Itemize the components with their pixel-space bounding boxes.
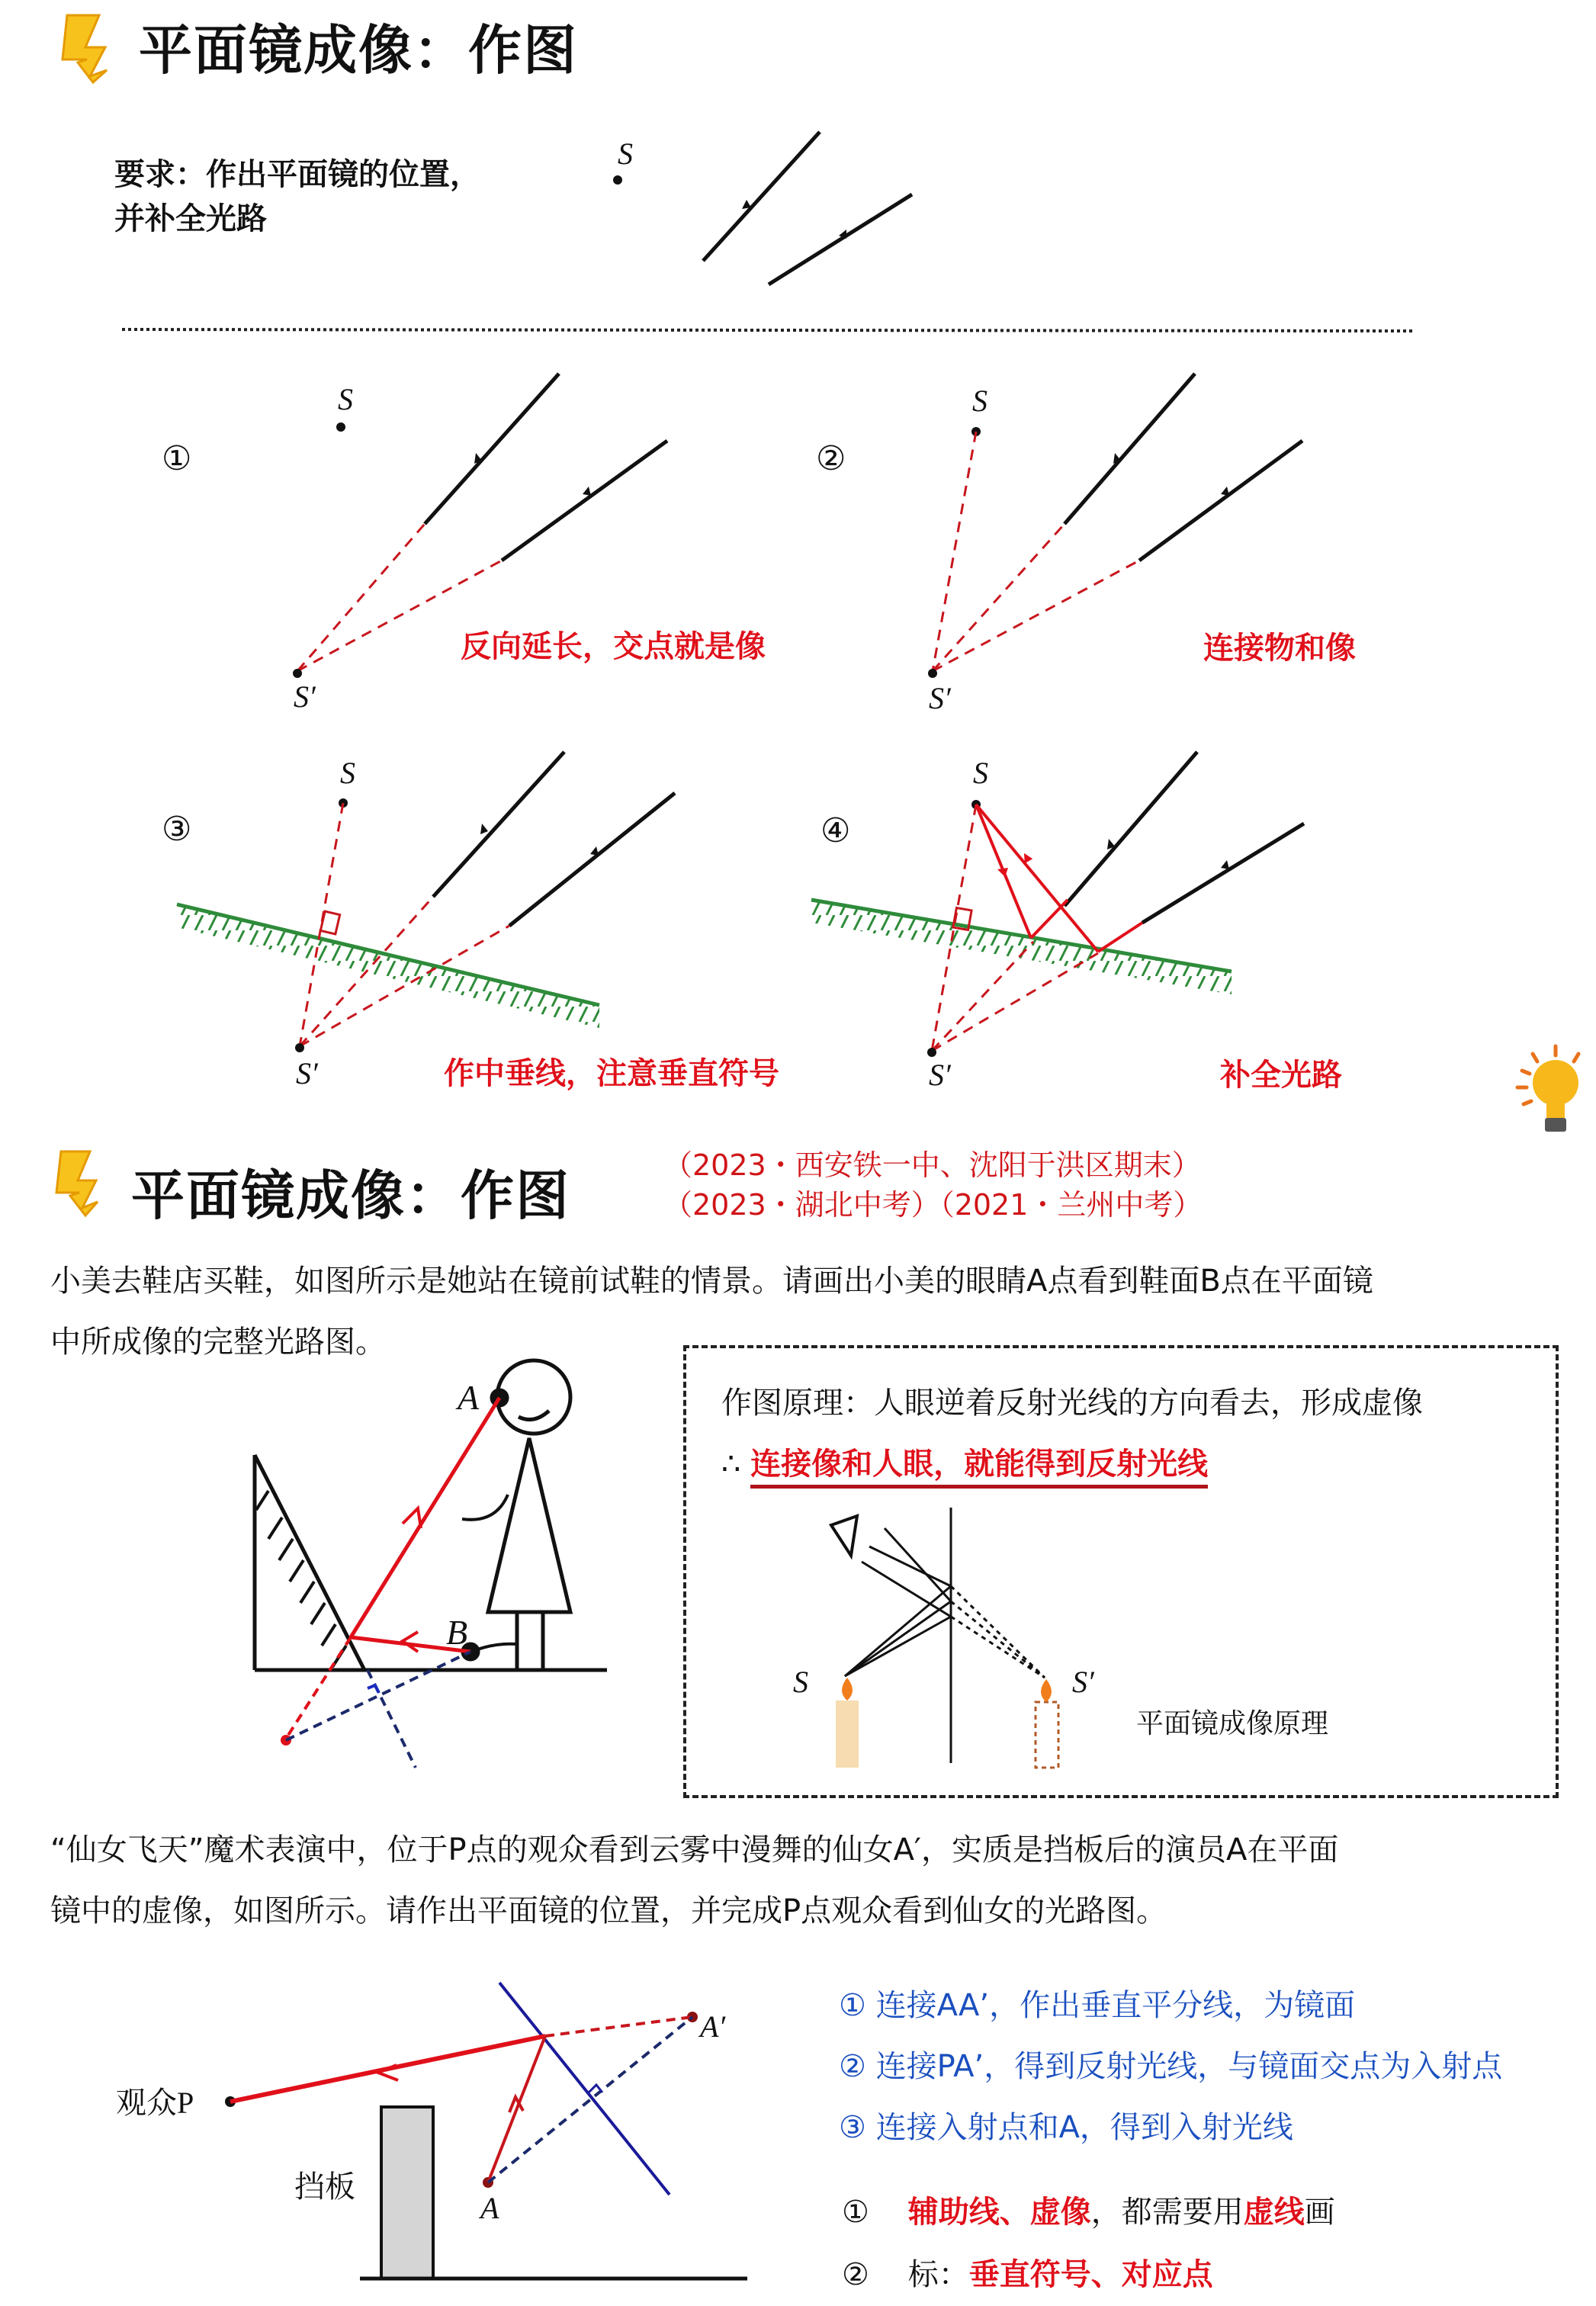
problem1-line2: 中所成像的完整光路图。 (50, 1325, 386, 1360)
lightning-bolt-icon-2 (56, 1151, 98, 1216)
note2-number: ② (842, 2257, 869, 2292)
step1-number: ① (162, 439, 192, 478)
step4-label-S: S (973, 756, 988, 790)
principle-conclusion: 连接像和人眼，就能得到反射光线 (750, 1447, 1208, 1489)
problem-figure (613, 132, 912, 284)
problem2-text (50, 1819, 1338, 1941)
step1-label-S-prime: S′ (294, 679, 316, 714)
shoe-mirror-figure (255, 1360, 607, 1768)
note1-red-c: 虚线 (1243, 2195, 1305, 2230)
note-1 (842, 2181, 1335, 2243)
problem2-line1: “仙女飞天”魔术表演中，位于P点的观众看到云雾中漫舞的仙女A′，实质是挡板后的演员A在平面 (50, 1832, 1339, 1868)
magic-figure (225, 1983, 747, 2279)
lightning-bolt-icon (63, 15, 107, 82)
step1-caption: 反向延长，交点就是像 (461, 629, 766, 664)
requirement-line2: 并补全光路 (114, 201, 267, 236)
step2-label-S: S (972, 384, 987, 418)
source-line1: （2023・西安铁一中、沈阳于洪区期末） (663, 1148, 1201, 1182)
light-bulb-icon (1517, 1046, 1578, 1132)
section-divider (122, 329, 1412, 331)
fig2-label-board: 挡板 (294, 2170, 355, 2205)
note2-red-b: 垂直符号、对应点 (968, 2257, 1213, 2292)
fig2-label-P: 观众P (116, 2086, 194, 2120)
requirement-text (114, 153, 480, 241)
source-references (663, 1145, 1202, 1225)
therefore-symbol: ∴ (721, 1447, 741, 1482)
solution-step-1: ① 连接AA’，作出垂直平分线，为镜面 (839, 1988, 1356, 2023)
step1-label-S: S (338, 382, 353, 416)
principle-label-S: S (793, 1665, 808, 1699)
step3-label-S-prime: S′ (296, 1056, 318, 1090)
step4-diagram (811, 752, 1304, 1057)
note1-text-b: ，都需要用 (1090, 2195, 1244, 2230)
note1-red-a: 辅助线、虚像 (907, 2195, 1091, 2230)
fig1-label-A: A (458, 1378, 480, 1417)
label-S-top: S (618, 136, 633, 171)
fig2-label-A-prime: A′ (700, 2009, 726, 2044)
solution-steps (839, 1975, 1502, 2158)
step3-label-S: S (340, 756, 355, 790)
note1-text-d: 画 (1304, 2195, 1335, 2230)
requirement-line1: 要求：作出平面镜的位置， (114, 157, 480, 192)
solution-step-2: ② 连接PA’，得到反射光线，与镜面交点为入射点 (839, 2049, 1503, 2084)
source-line2: （2023・湖北中考）（2021・兰州中考） (663, 1188, 1203, 1222)
section1-title: 平面镜成像：作图 (139, 19, 578, 82)
step2-number: ② (816, 439, 846, 478)
step2-caption: 连接物和像 (1203, 631, 1356, 666)
drawing-notes (842, 2181, 1335, 2306)
step4-number: ④ (820, 811, 851, 850)
principle-line1: 作图原理：人眼逆着反射光线的方向看去，形成虚像 (721, 1386, 1423, 1421)
section2-title: 平面镜成像：作图 (131, 1164, 570, 1227)
fig2-label-A: A (480, 2191, 499, 2225)
step4-caption: 补全光路 (1220, 1058, 1342, 1093)
note2-text-a: 标： (907, 2257, 969, 2292)
problem1-line1: 小美去鞋店买鞋，如图所示是她站在镜前试鞋的情景。请画出小美的眼睛A点看到鞋面B点在平面镜 (50, 1264, 1373, 1299)
principle-label-S-prime: S′ (1072, 1665, 1094, 1699)
problem2-line2: 镜中的虚像，如图所示。请作出平面镜的位置，并完成P点观众看到仙女的光路图。 (50, 1893, 1167, 1929)
step4-label-S-prime: S′ (929, 1058, 951, 1092)
step3-diagram (177, 752, 675, 1052)
step3-number: ③ (162, 810, 192, 849)
note-2 (842, 2243, 1335, 2306)
principle-caption: 平面镜成像原理 (1136, 1708, 1329, 1739)
step3-caption: 作中垂线，注意垂直符号 (444, 1056, 779, 1091)
note1-number: ① (842, 2195, 869, 2230)
fig1-label-B: B (446, 1613, 468, 1652)
step2-label-S-prime: S′ (929, 681, 951, 715)
principle-line2 (721, 1440, 1208, 1483)
solution-step-3: ③ 连接入射点和A，得到入射光线 (839, 2110, 1293, 2145)
